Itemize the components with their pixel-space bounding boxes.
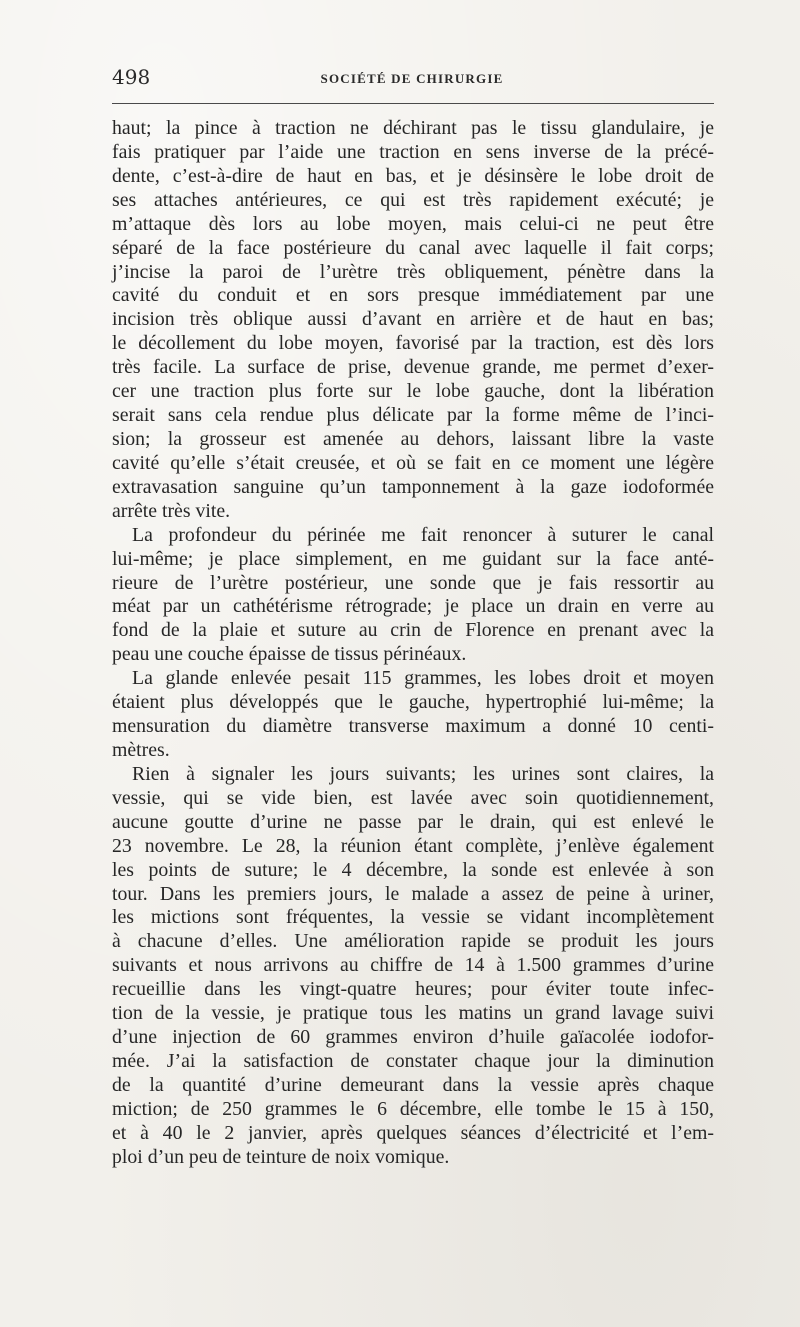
text-line: d’une injection de 60 grammes environ d’huile gaïacolée iodofor- [112,1026,714,1049]
text-line: tion de la vessie, je pratique tous les matins un grand lavage suivi [112,1002,714,1025]
text-line: fond de la plaie et suture au crin de Florence en prenant avec la [112,619,714,642]
text-line: dente, c’est-à-dire de haut en bas, et je désinsère le lobe droit de [112,164,714,187]
text-line: mètres. [112,738,170,761]
text-line: tour. Dans les premiers jours, le malade a assez de peine à uriner, [112,882,714,905]
text-line: cer une traction plus forte sur le lobe gauche, dont la libération [112,380,714,403]
text-line: recueillie dans les vingt-quatre heures; pour éviter toute infec- [112,978,714,1001]
text-line: lui-même; je place simplement, en me guidant sur la face anté- [112,547,714,570]
paragraph [112,524,714,668]
text-line: très facile. La surface de prise, devenue grande, me permet d’exer- [112,356,714,379]
text-line: ploi d’un peu de teinture de noix vomique. [112,1145,450,1168]
text-line: rieure de l’urètre postérieur, une sonde que je fais ressortir au [112,571,714,594]
text-line: à chacune d’elles. Une amélioration rapide se produit les jours [112,930,714,953]
text-line: les mictions sont fréquentes, la vessie se vidant incomplètement [112,906,714,929]
text-line: le décollement du lobe moyen, favorisé par la traction, est dès lors [112,332,714,355]
page-header [112,62,712,92]
paragraph [112,117,714,524]
text-line: mensuration du diamètre transverse maximum a donné 10 centi- [112,715,714,738]
body-text [112,117,714,1170]
text-line: méat par un cathétérisme rétrograde; je place un drain en verre au [112,595,714,618]
text-line: de la quantité d’urine demeurant dans la vessie après chaque [112,1073,714,1096]
paragraph [112,667,714,763]
text-line: m’attaque dès lors au lobe moyen, mais celui-ci ne peut être [112,212,714,235]
text-line: sion; la grosseur est amenée au dehors, laissant libre la vaste [112,427,714,450]
text-line: fais pratiquer par l’aide une traction en sens inverse de la précé- [112,140,714,163]
text-line: peau une couche épaisse de tissus périnéaux. [112,643,467,666]
text-line: j’incise la paroi de l’urètre très obliquement, pénètre dans la [112,260,714,283]
text-line: 23 novembre. Le 28, la réunion étant complète, j’enlève également [112,834,714,857]
text-line: extravasation sanguine qu’un tamponnement à la gaze iodoformée [112,475,714,498]
header-rule [112,103,714,104]
text-line: haut; la pince à traction ne déchirant pas le tissu glandulaire, je [112,117,714,139]
text-line: incision très oblique aussi d’avant en arrière et de haut en bas; [112,308,714,331]
paragraph [112,763,714,1170]
text-line: cavité qu’elle s’était creusée, et où se fait en ce moment une légère [112,451,714,474]
text-line: La glande enlevée pesait 115 grammes, les lobes droit et moyen [132,667,714,690]
text-line: les points de suture; le 4 décembre, la sonde est enlevée à son [112,858,714,881]
running-head: SOCIÉTÉ DE CHIRURGIE [320,71,504,86]
text-line: et à 40 le 2 janvier, après quelques séances d’électricité et l’em- [112,1121,714,1144]
text-line: cavité du conduit et en sors presque immédiatement par une [112,284,714,307]
text-line: arrête très vite. [112,499,231,522]
text-line: mée. J’ai la satisfaction de constater chaque jour la diminution [112,1049,714,1072]
text-line: serait sans cela rendue plus délicate par la forme même de l’inci- [112,404,714,427]
text-line: Rien à signaler les jours suivants; les urines sont claires, la [132,762,714,785]
text-line: miction; de 250 grammes le 6 décembre, elle tombe le 15 à 150, [112,1097,714,1120]
text-line: aucune goutte d’urine ne passe par le drain, qui est enlevé le [112,810,714,833]
text-line: étaient plus développés que le gauche, hypertrophié lui-même; la [112,691,714,714]
text-line: suivants et nous arrivons au chiffre de 14 à 1.500 grammes d’urine [112,954,714,977]
page-number: 498 [112,65,151,89]
text-line: La profondeur du périnée me fait renoncer à suturer le canal [132,523,714,546]
text-line: vessie, qui se vide bien, est lavée avec soin quotidiennement, [112,786,714,809]
text-line: séparé de la face postérieure du canal avec laquelle il fait corps; [112,236,714,259]
text-line: ses attaches antérieures, ce qui est très rapidement exécuté; je [112,188,714,211]
